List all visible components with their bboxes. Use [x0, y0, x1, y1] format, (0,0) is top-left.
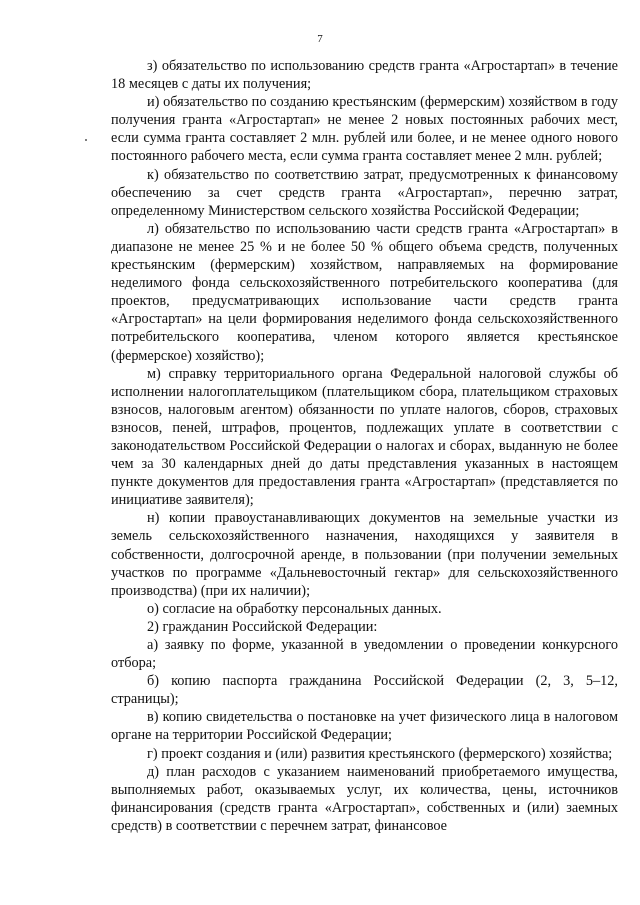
- paragraph-b: б) копию паспорта гражданина Российской Федерации (2, 3, 5–12, страницы);: [111, 673, 618, 708]
- paragraph-m: м) справку территориального органа Федеральной налоговой службы об исполнении налогоплательщиком (плательщиком сбора, плательщиком страховых взносов, налоговым агентом) обязанности по уплате налогов, сборов, страховых взносов, пеней, штрафов, процентов, подлежащих уплате в соответствии с законодательством Российской Федерации о налогах и сборах, выданную не более чем за 30 календарных дней до даты представления указанных в настоящем пункте документов для предоставления гранта «Агростартап» (представляется по инициативе заявителя);: [111, 365, 618, 509]
- paragraph-g: г) проект создания и (или) развития крестьянского (фермерского) хозяйства;: [147, 745, 613, 762]
- paragraph-d: д) план расходов с указанием наименований приобретаемого имущества, выполняемых работ, оказываемых услуг, их количества, цены, источников финансирования (средств гранта «Агростартап», собственных и (или) заемных средств) в соответствии с перечнем затрат, финансовое: [111, 763, 618, 834]
- paragraph-i: и) обязательство по созданию крестьянским (фермерским) хозяйством в году получения гранта «Агростартап» не менее 2 новых постоянных рабочих мест, если сумма гранта составляет 2 млн. рублей или более, и не менее одного нового постоянного рабочего места, если сумма гранта составляет менее 2 млн. рублей;: [111, 94, 618, 165]
- paragraph-section-2: 2) гражданин Российской Федерации:: [147, 618, 378, 635]
- document-body: [111, 57, 618, 835]
- paragraph-o: о) согласие на обработку персональных данных.: [147, 600, 442, 617]
- paragraph-n: н) копии правоустанавливающих документов на земельные участки из земель сельскохозяйственного назначения, находящихся у заявителя в собственности, долгосрочной аренде, в пользовании (при получении земельных участков по программе «Дальневосточный гектар» для сельскохозяйственного производства) (при их наличии);: [111, 510, 618, 599]
- paragraph-l: л) обязательство по использованию части средств гранта «Агростартап» в диапазоне не менее 25 % и не более 50 % общего объема средств, полученных крестьянским (фермерским) хозяйством, направляемых на формирование неделимого фонда сельскохозяйственного потребительского кооператива (для проектов, предусматривающих использование части средств гранта «Агростартап» на цели формирования неделимого фонда сельскохозяйственного потребительского кооператива, членом которого является крестьянское (фермерское) хозяйство);: [111, 220, 618, 364]
- page-number: 7: [317, 33, 323, 45]
- margin-dot: [85, 139, 87, 141]
- paragraph-k: к) обязательство по соответствию затрат, предусмотренных к финансовому обеспечению за счет средств гранта «Агростартап», перечню затрат, определенному Министерством сельского хозяйства Российской Федерации;: [111, 166, 618, 219]
- paragraph-v: в) копию свидетельства о постановке на учет физического лица в налоговом органе на территории Российской Федерации;: [111, 709, 618, 744]
- paragraph-z: з) обязательство по использованию средств гранта «Агростартап» в течение 18 месяцев с даты их получения;: [111, 58, 618, 93]
- paragraph-a: а) заявку по форме, указанной в уведомлении о проведении конкурсного отбора;: [111, 637, 618, 672]
